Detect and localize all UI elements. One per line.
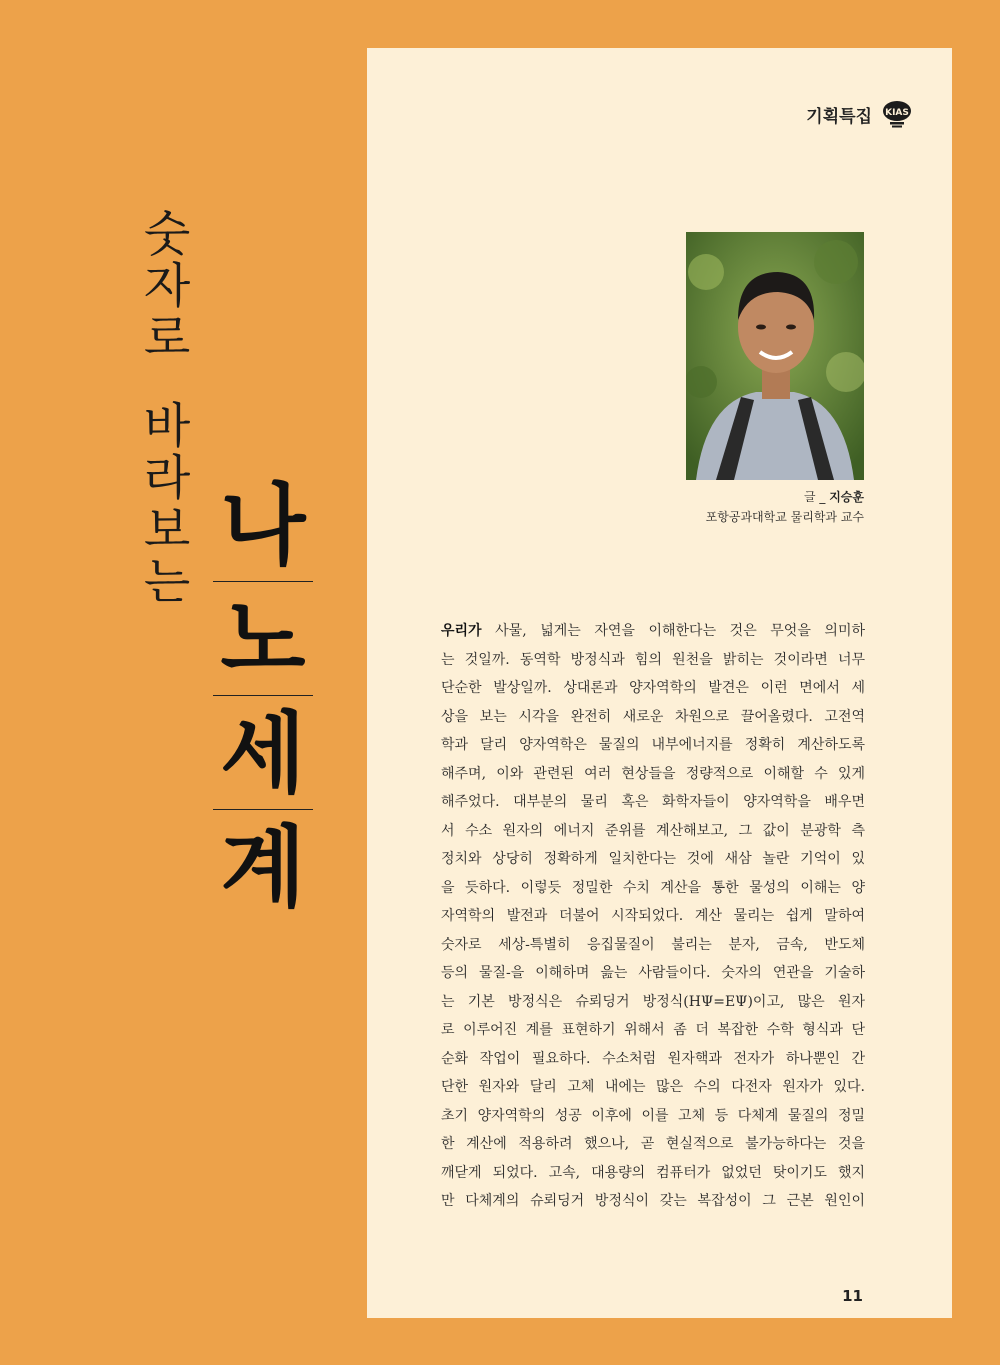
subtitle-gap bbox=[132, 364, 202, 400]
author-affiliation: 포항공과대학교 물리학과 교수 bbox=[705, 510, 864, 524]
subtitle-char: 숫 bbox=[143, 206, 191, 262]
body-line: 는 것일까. 동역학 방정식과 힘의 원천을 밝히는 것이라면 너무 bbox=[441, 651, 865, 668]
section-tag bbox=[806, 100, 912, 128]
body-line: 해주며, 이와 관련된 여러 현상들을 정량적으로 이해할 수 있게 bbox=[441, 765, 865, 782]
kias-logo-icon bbox=[882, 100, 912, 128]
body-line: 단순한 발상일까. 상대론과 양자역학의 발견은 이런 면에서 세 bbox=[441, 680, 865, 696]
title-char: 계 bbox=[220, 815, 306, 919]
body-line: 는 기본 방정식은 슈뢰딩거 방정식(HΨ=EΨ)이고, 많은 원자 bbox=[441, 993, 865, 1010]
portrait-image bbox=[686, 232, 864, 480]
body-line: 순화 작업이 필요하다. 수소처럼 원자핵과 전자가 하나뿐인 간 bbox=[441, 1050, 865, 1067]
vertical-subtitle bbox=[132, 208, 202, 608]
article-body bbox=[441, 617, 865, 1216]
author-byline bbox=[706, 487, 864, 507]
body-line: 초기 양자역학의 성공 이후에 이를 고체 등 다체계 물질의 정밀 bbox=[441, 1107, 865, 1124]
body-line: 을 듯하다. 이렇듯 정밀한 수치 계산을 통한 물성의 이해는 양 bbox=[441, 879, 865, 896]
body-line: 숫자로 세상-특별히 응집물질이 불리는 분자, 금속, 반도체 bbox=[441, 936, 865, 953]
body-line: 해주었다. 대부분의 물리 혹은 화학자들이 양자역학을 배우면 bbox=[441, 794, 865, 810]
vertical-title bbox=[213, 470, 313, 922]
body-line: 단한 원자와 달리 고체 내에는 많은 수의 다전자 원자가 있다. bbox=[441, 1079, 865, 1095]
subtitle-char: 자 bbox=[143, 258, 191, 314]
body-line-text: 사물, 넓게는 자연을 이해한다는 것은 무엇을 의미하 bbox=[481, 623, 865, 639]
body-line bbox=[441, 617, 865, 646]
body-line: 자역학의 발전과 더불어 시작되었다. 계산 물리는 쉽게 말하여 bbox=[441, 908, 865, 924]
author-photo bbox=[686, 232, 864, 480]
body-line: 깨닫게 되었다. 고속, 대용량의 컴퓨터가 없었던 탓이기도 했지 bbox=[441, 1164, 865, 1181]
body-line: 상을 보는 시각을 완전히 새로운 차원으로 끌어올렸다. 고전역 bbox=[441, 708, 865, 725]
subtitle-char: 로 bbox=[143, 310, 191, 366]
author-name: 지승훈 bbox=[829, 490, 864, 504]
subtitle-char: 바 bbox=[143, 398, 191, 454]
body-line: 만 다체계의 슈뢰딩거 방정식이 갖는 복잡성이 그 근본 원인이 bbox=[441, 1193, 865, 1209]
body-line: 정치와 상당히 정확하게 일치한다는 것에 새삼 놀란 기억이 있 bbox=[441, 851, 865, 867]
body-line: 로 이루어진 계를 표현하기 위해서 좀 더 복잡한 수학 형식과 단 bbox=[441, 1022, 865, 1038]
title-char: 세 bbox=[213, 698, 313, 808]
title-char: 노 bbox=[213, 584, 313, 694]
section-label: 기획특집 bbox=[806, 106, 872, 127]
body-line: 학과 달리 양자역학은 물질의 내부에너지를 정확히 계산하도록 bbox=[441, 737, 865, 753]
body-line: 등의 물질-을 이해하며 읊는 사람들이다. 숫자의 연관을 기술하 bbox=[441, 965, 865, 981]
author-prefix: 글 _ bbox=[803, 490, 830, 504]
page-number: 11 bbox=[842, 1287, 863, 1305]
body-line: 서 수소 원자의 에너지 준위를 계산해보고, 그 값이 분광학 측 bbox=[441, 822, 865, 839]
lead-word: 우리가 bbox=[441, 623, 482, 639]
subtitle-char: 는 bbox=[143, 554, 191, 610]
svg-text:KIAS: KIAS bbox=[885, 108, 909, 118]
body-line: 한 계산에 적용하려 했으나, 곧 현실적으로 불가능하다는 것을 bbox=[441, 1136, 865, 1152]
author-credit bbox=[706, 487, 864, 527]
title-char: 나 bbox=[213, 470, 313, 580]
subtitle-char: 보 bbox=[143, 502, 191, 558]
subtitle-char: 라 bbox=[143, 450, 191, 506]
